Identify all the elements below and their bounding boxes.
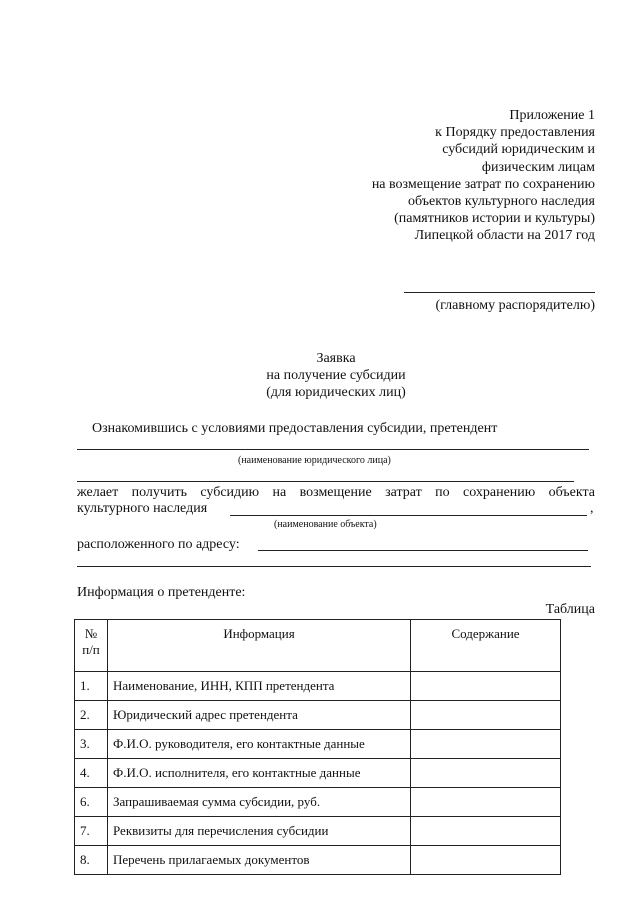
header-content: Содержание <box>411 620 561 672</box>
row-number: 6. <box>75 788 108 817</box>
row-info: Реквизиты для перечисления субсидии <box>108 817 411 846</box>
appendix-line: Приложение 1 <box>509 108 595 123</box>
appendix-line: (памятников истории и культуры) <box>394 211 595 227</box>
table-row <box>75 759 561 788</box>
table-row <box>75 730 561 759</box>
row-number: 7. <box>75 817 108 846</box>
table-row <box>75 701 561 730</box>
legal-entity-caption: (наименование юридического лица) <box>238 455 391 466</box>
object-label: культурного наследия <box>77 501 208 516</box>
address-label: расположенного по адресу: <box>77 537 240 552</box>
row-content-cell[interactable] <box>411 672 561 701</box>
recipient-caption: (главному распорядителю) <box>435 298 595 313</box>
table-header-row <box>75 620 561 672</box>
row-info: Юридический адрес претендента <box>108 701 411 730</box>
row-info: Ф.И.О. исполнителя, его контактные данные <box>108 759 411 788</box>
info-section-title: Информация о претенденте: <box>77 585 246 600</box>
address-blank-line-2 <box>77 566 591 567</box>
object-comma: , <box>590 501 594 516</box>
application-subtitle: на получение субсидии <box>266 368 406 383</box>
row-info: Ф.И.О. руководителя, его контактные данные <box>108 730 411 759</box>
intro-text: Ознакомившись с условиями предоставления субсидии, претендент <box>92 421 498 436</box>
object-blank-line <box>230 515 587 516</box>
row-number: 1. <box>75 672 108 701</box>
header-info: Информация <box>108 620 411 672</box>
appendix-line: Липецкой области на 2017 год <box>414 228 595 244</box>
application-title: Заявка <box>316 351 356 366</box>
table-row <box>75 846 561 875</box>
address-blank-line <box>258 550 588 551</box>
appendix-line: на возмещение затрат по сохранению <box>371 176 595 192</box>
row-content-cell[interactable] <box>411 701 561 730</box>
table-label: Таблица <box>545 602 595 617</box>
row-info: Запрашиваемая сумма субсидии, руб. <box>108 788 411 817</box>
recipient-blank-line <box>404 292 595 293</box>
row-number: 3. <box>75 730 108 759</box>
object-caption: (наименование объекта) <box>274 519 377 530</box>
row-info: Перечень прилагаемых документов <box>108 846 411 875</box>
row-content-cell[interactable] <box>411 759 561 788</box>
row-number: 8. <box>75 846 108 875</box>
info-table <box>74 619 561 875</box>
row-content-cell[interactable] <box>411 730 561 759</box>
appendix-block <box>275 107 595 245</box>
row-info: Наименование, ИНН, КПП претендента <box>108 672 411 701</box>
appendix-line: субсидий юридическим и <box>442 142 595 158</box>
legal-entity-blank-line-2 <box>77 481 574 482</box>
appendix-line: к Порядку предоставления <box>435 125 595 141</box>
application-scope: (для юридических лиц) <box>266 385 406 400</box>
header-number: № п/п <box>75 620 108 672</box>
wish-text: желает получить субсидию на возмещение затрат по сохранению объекта <box>77 485 595 500</box>
row-number: 2. <box>75 701 108 730</box>
table-row <box>75 672 561 701</box>
legal-entity-blank-line <box>77 449 589 450</box>
row-content-cell[interactable] <box>411 817 561 846</box>
appendix-line: объектов культурного наследия <box>407 194 595 210</box>
table-row <box>75 817 561 846</box>
row-number: 4. <box>75 759 108 788</box>
appendix-line: физическим лицам <box>481 159 595 175</box>
table-row <box>75 788 561 817</box>
row-content-cell[interactable] <box>411 788 561 817</box>
row-content-cell[interactable] <box>411 846 561 875</box>
